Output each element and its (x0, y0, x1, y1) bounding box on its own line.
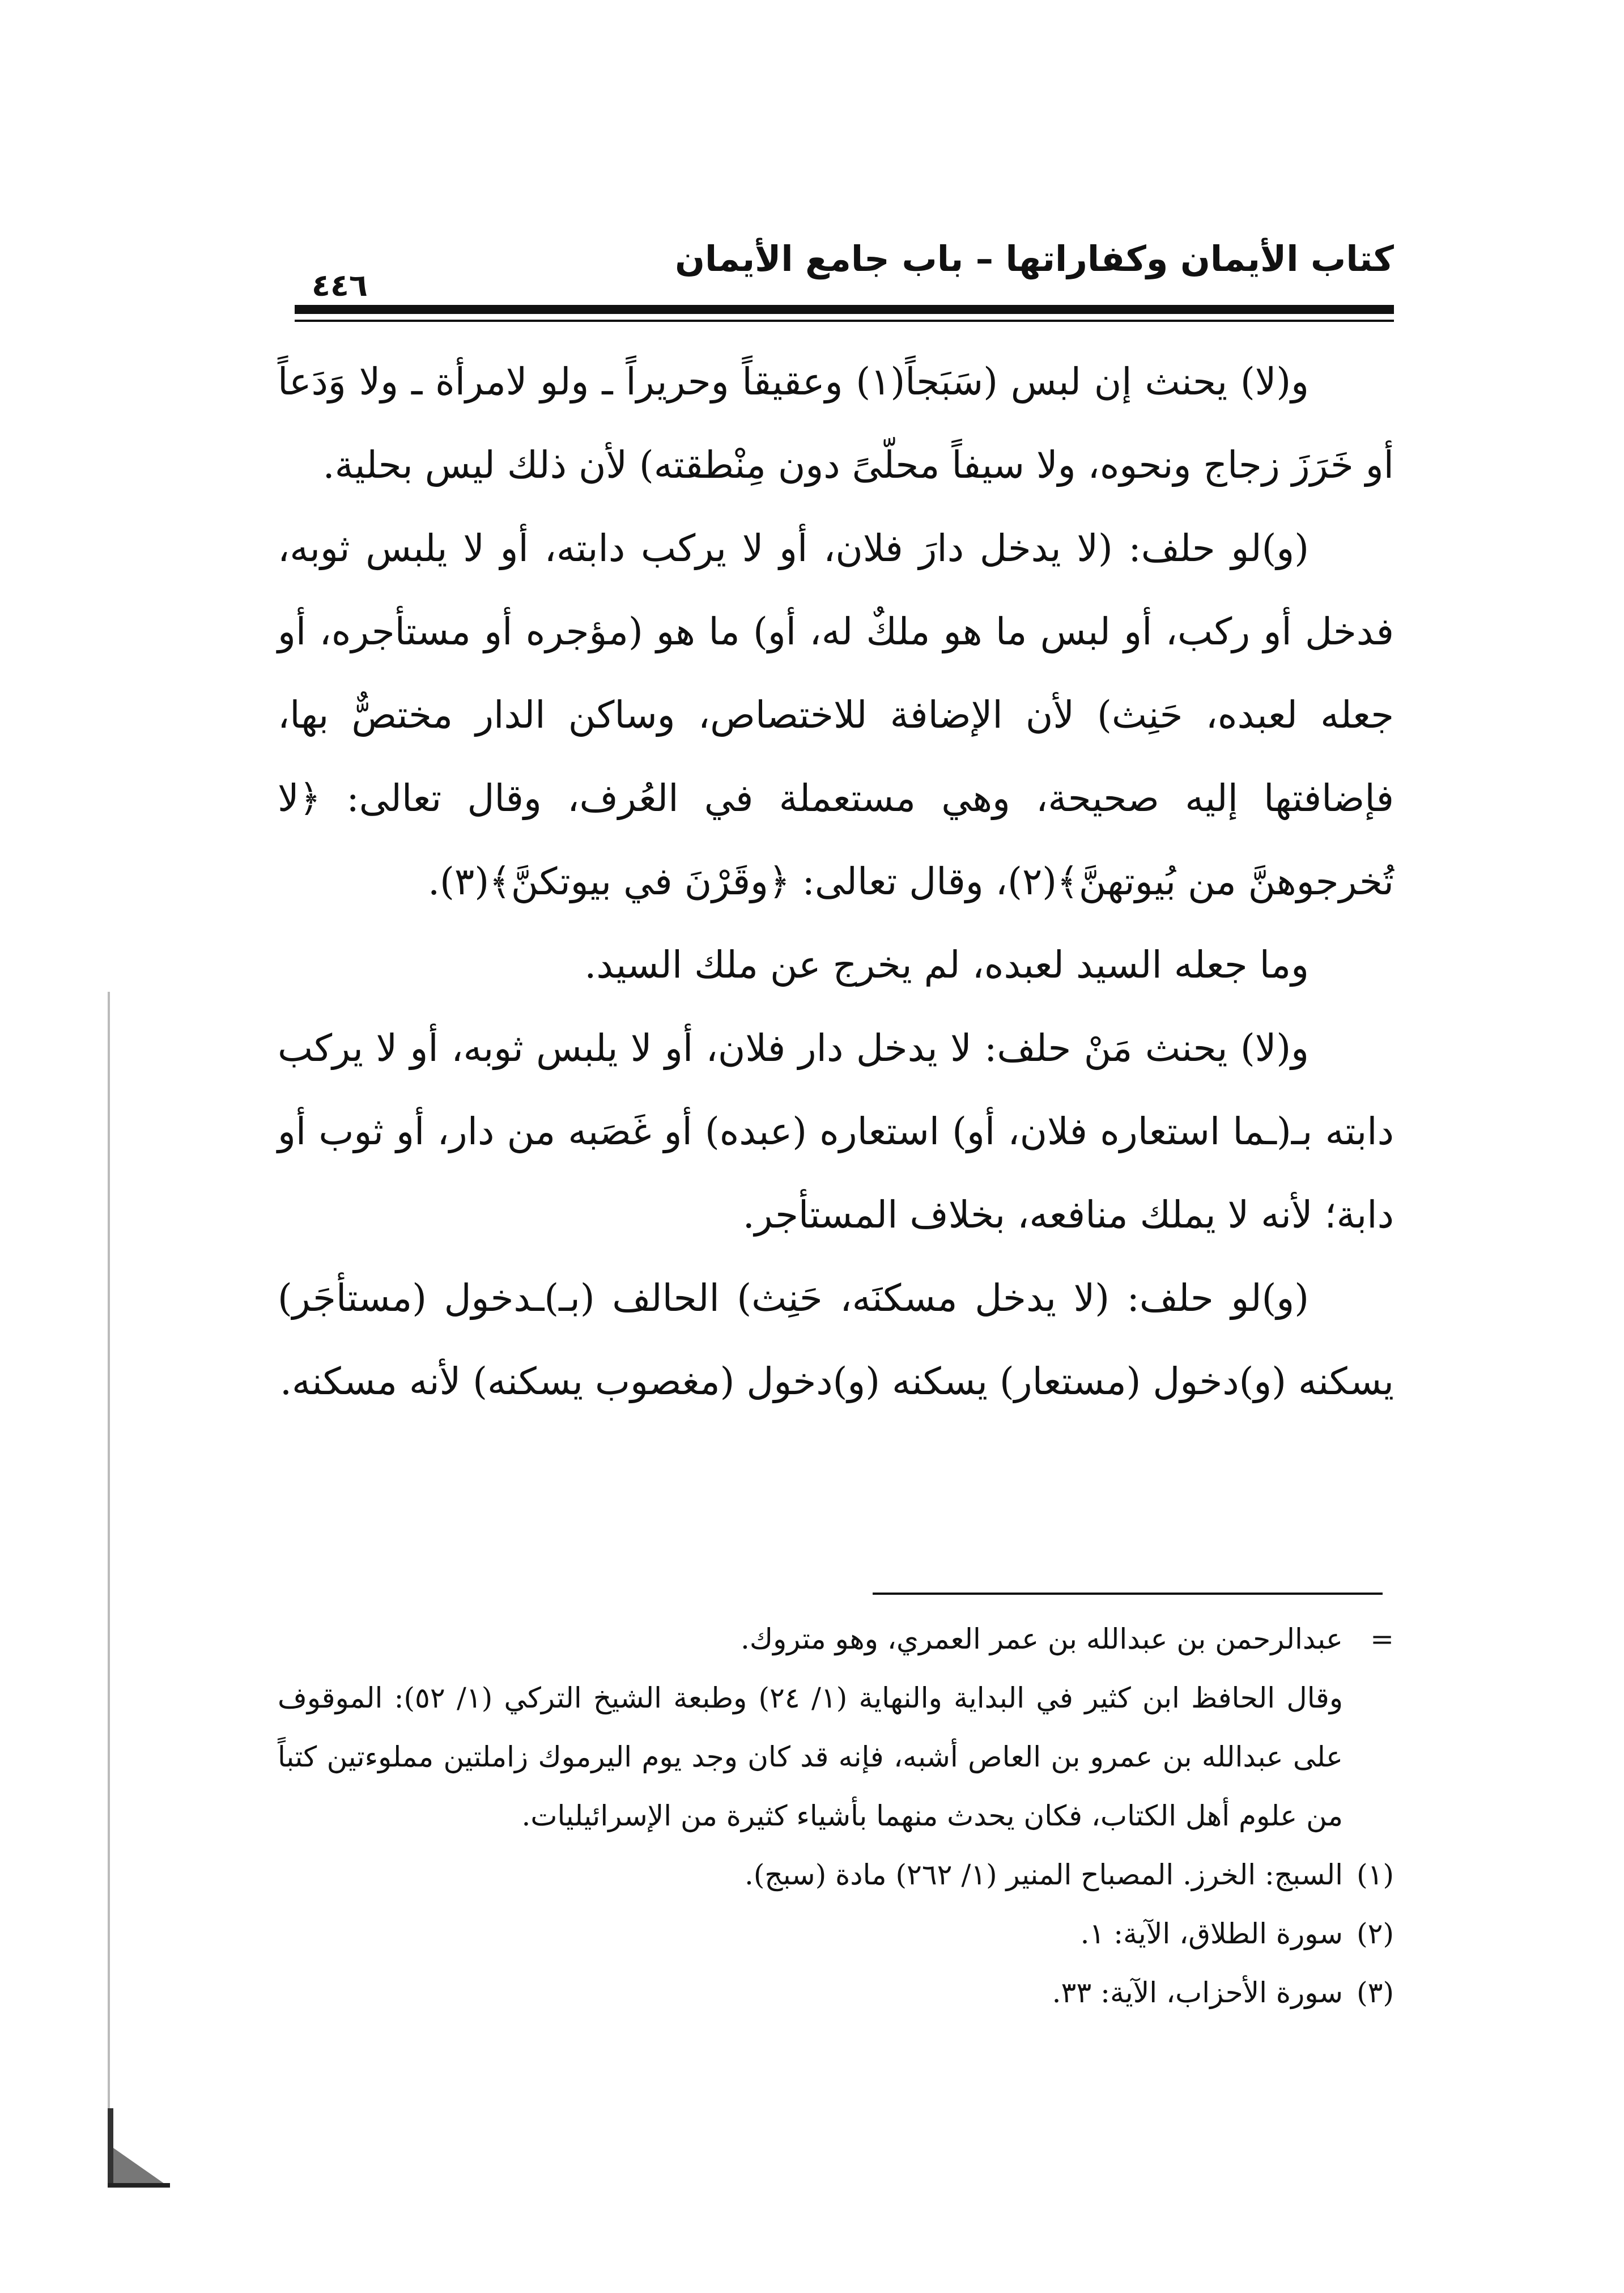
footnote-text: عبدالرحمن بن عبدالله بن عمر العمري، وهو متروك. وقال الحافظ ابن كثير في البداية والنهاية (١/ ٢٤) وطبعة الشيخ التركي (١/ ٥٢): الموقوف على عبدالله بن عمرو بن العاص أشبه، فإنه قد كان وجد يوم اليرموك زاملتين مملوءتين كتباً من علوم أهل الكتاب، فكان يحدث منهما بأشياء كثيرة من الإسرائيليات. (278, 1623, 1343, 1832)
footnote-text: سورة الطلاق، الآية: ١. (1080, 1917, 1343, 1950)
footnote-marker: = (1370, 1623, 1394, 1655)
footnote-marker: (١) (1357, 1858, 1394, 1891)
paragraph: وما جعله السيد لعبده، لم يخرج عن ملك السيد. (584, 943, 1309, 987)
paragraph: (و)لو حلف: (لا يدخل مسكنَه، حَنِث) الحالف (بـ)ـدخول (مستأجَر) يسكنه (و)دخول (مستعار) يسكنه (و)دخول (مغصوب يسكنه) لأنه مسكنه. (278, 1276, 1394, 1403)
footnote-continued (278, 1610, 1394, 1845)
footnote-text: السبج: الخرز. المصباح المنير (١/ ٢٦٢) مادة (سبج). (745, 1858, 1343, 1891)
main-text (278, 340, 1394, 1423)
running-title: كتاب الأيمان وكفاراتها – باب جامع الأيمان (675, 238, 1394, 279)
header-rule-thick (295, 305, 1394, 314)
paragraph: و(لا) يحنث مَنْ حلف: لا يدخل دار فلان، أو لا يلبس ثوبه، أو لا يركب دابته بـ(ـما استعاره فلان، أو) استعاره (عبده) أو غَصَبه من دار، أو ثوب أو دابة؛ لأنه لا يملك منافعه، بخلاف المستأجر. (278, 1026, 1394, 1237)
footnote-1 (278, 1845, 1394, 1904)
footnotes (278, 1610, 1394, 2022)
header-rule-thin (295, 320, 1394, 322)
footnote-3 (278, 1963, 1394, 2022)
page-header (295, 232, 1394, 340)
footnote-marker: (٢) (1357, 1917, 1394, 1950)
footnote-text: سورة الأحزاب، الآية: ٣٣. (1052, 1976, 1343, 2009)
footnote-marker: (٣) (1357, 1976, 1394, 2009)
page-number: ٤٤٦ (312, 267, 368, 303)
footnote-2 (278, 1904, 1394, 1963)
paragraph: و(لا) يحنث إن لبس (سَبَجاً(١) وعقيقاً وحريراً ـ ولو لامرأة ـ ولا وَدَعاً أو خَرَزَ زجاج ونحوه، ولا سيفاً محلّىً دون مِنْطقته) لأن ذلك ليس بحلية. (278, 360, 1394, 487)
binding-edge-shadow (108, 992, 110, 2188)
paragraph: (و)لو حلف: (لا يدخل دارَ فلان، أو لا يركب دابته، أو لا يلبس ثوبه، فدخل أو ركب، أو لبس ما هو ملكٌ له، أو) ما هو (مؤجره أو مستأجره، أو جعله لعبده، حَنِث) لأن الإضافة للاختصاص، وساكن الدار مختصٌّ بها، فإضافتها إليه صحيحة، وهي مستعملة في العُرف، وقال تعالى: ﴿لا تُخرجوهنَّ من بُيوتهنَّ﴾(٢)، وقال تعالى: ﴿وقَرْنَ في بيوتكنَّ﴾(٣). (278, 526, 1394, 903)
footnote-separator (873, 1593, 1383, 1595)
scan-corner-mark (108, 2108, 170, 2188)
